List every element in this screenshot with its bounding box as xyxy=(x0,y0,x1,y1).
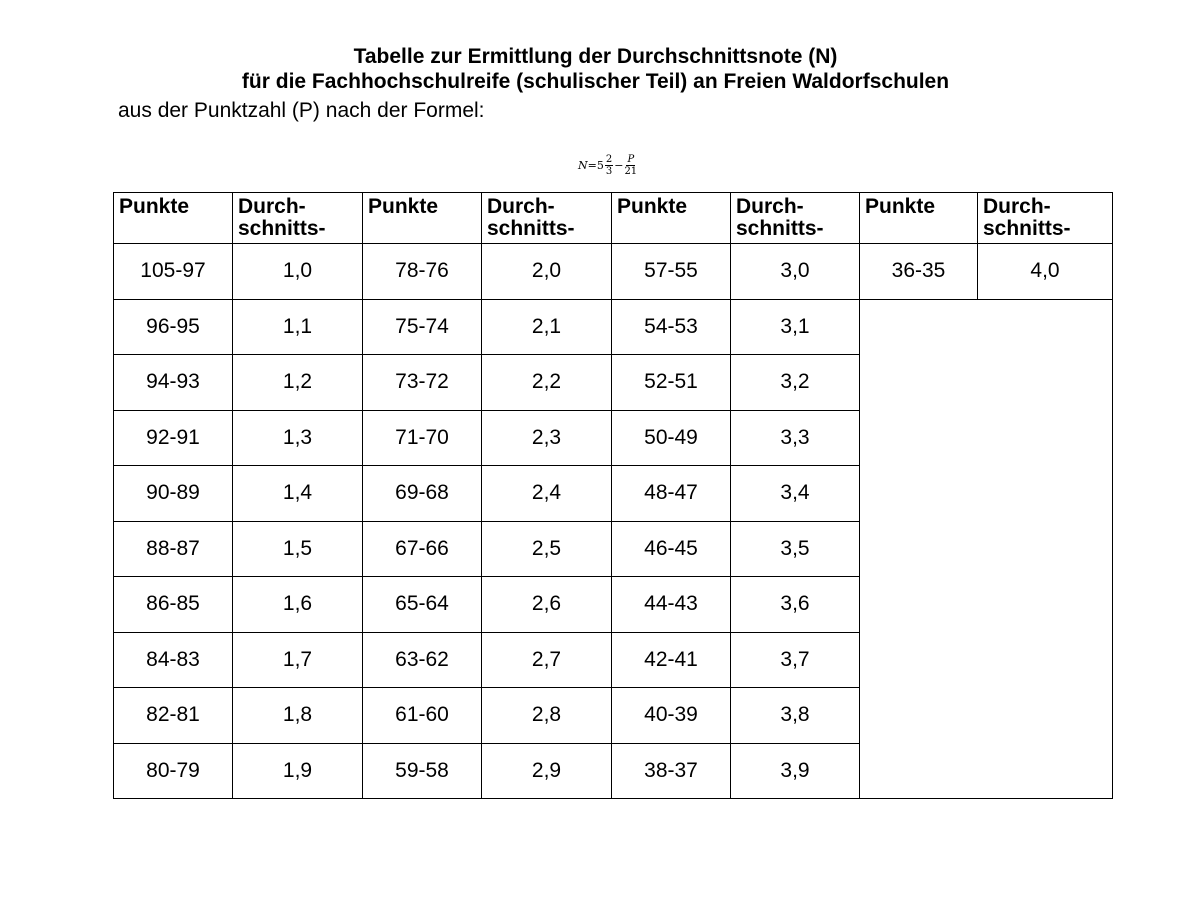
note-cell: 3,5 xyxy=(731,521,860,577)
header-durchschnitt xyxy=(978,193,1113,244)
punkte-cell: 86-85 xyxy=(114,577,233,633)
header-row xyxy=(114,193,1113,244)
punkte-cell: 84-83 xyxy=(114,632,233,688)
note-cell: 2,6 xyxy=(482,577,612,633)
note-cell: 2,1 xyxy=(482,299,612,355)
note-cell: 3,8 xyxy=(731,688,860,744)
punkte-cell: 36-35 xyxy=(860,244,978,300)
note-cell: 3,4 xyxy=(731,466,860,522)
punkte-cell: 48-47 xyxy=(612,466,731,522)
formula-minus: − xyxy=(614,158,624,172)
punkte-cell: 96-95 xyxy=(114,299,233,355)
note-cell: 2,8 xyxy=(482,688,612,744)
note-cell: 1,0 xyxy=(233,244,363,300)
grade-table xyxy=(113,192,1113,799)
note-cell: 3,6 xyxy=(731,577,860,633)
header-punkte: Punkte xyxy=(114,193,233,244)
punkte-cell: 46-45 xyxy=(612,521,731,577)
punkte-cell: 75-74 xyxy=(363,299,482,355)
formula-fraction-1-numerator: 2 xyxy=(605,154,613,165)
note-cell: 2,9 xyxy=(482,743,612,799)
note-cell: 2,2 xyxy=(482,355,612,411)
empty-area xyxy=(860,299,1113,799)
note-cell: 3,9 xyxy=(731,743,860,799)
document-title-line-1: Tabelle zur Ermittlung der Durchschnittsnote (N) xyxy=(353,45,838,68)
punkte-cell: 88-87 xyxy=(114,521,233,577)
punkte-cell: 61-60 xyxy=(363,688,482,744)
header-durchschnitt xyxy=(233,193,363,244)
header-durch: Durch- xyxy=(983,195,1051,218)
note-cell: 1,6 xyxy=(233,577,363,633)
note-cell: 1,7 xyxy=(233,632,363,688)
punkte-cell: 38-37 xyxy=(612,743,731,799)
punkte-cell: 59-58 xyxy=(363,743,482,799)
punkte-cell: 82-81 xyxy=(114,688,233,744)
punkte-cell: 57-55 xyxy=(612,244,731,300)
note-cell: 3,3 xyxy=(731,410,860,466)
note-cell: 2,7 xyxy=(482,632,612,688)
formula-fraction-1 xyxy=(605,154,613,177)
formula-fraction-2-denominator: 21 xyxy=(624,166,638,177)
intro-text: aus der Punktzahl (P) nach der Formel: xyxy=(118,99,485,122)
punkte-cell: 44-43 xyxy=(612,577,731,633)
formula-fraction-1-denominator: 3 xyxy=(605,166,613,177)
note-cell: 1,8 xyxy=(233,688,363,744)
note-cell: 1,4 xyxy=(233,466,363,522)
note-cell: 1,9 xyxy=(233,743,363,799)
note-cell: 2,0 xyxy=(482,244,612,300)
formula-fraction-2 xyxy=(624,154,637,177)
formula xyxy=(578,154,638,177)
punkte-cell: 90-89 xyxy=(114,466,233,522)
punkte-cell: 50-49 xyxy=(612,410,731,466)
header-schnitts: schnitts- xyxy=(238,217,326,240)
punkte-cell: 105-97 xyxy=(114,244,233,300)
note-cell: 3,7 xyxy=(731,632,860,688)
punkte-cell: 67-66 xyxy=(363,521,482,577)
punkte-cell: 71-70 xyxy=(363,410,482,466)
note-cell: 2,5 xyxy=(482,521,612,577)
note-cell: 2,3 xyxy=(482,410,612,466)
punkte-cell: 40-39 xyxy=(612,688,731,744)
header-durch: Durch- xyxy=(736,195,804,218)
table-row xyxy=(114,299,1113,355)
punkte-cell: 63-62 xyxy=(363,632,482,688)
header-punkte: Punkte xyxy=(860,193,978,244)
header-schnitts: schnitts- xyxy=(487,217,575,240)
document-title-line-2: für die Fachhochschulreife (schulischer Teil) an Freien Waldorfschulen xyxy=(241,70,950,93)
formula-whole: 5 xyxy=(596,158,604,172)
note-cell: 2,4 xyxy=(482,466,612,522)
header-punkte: Punkte xyxy=(612,193,731,244)
note-cell: 1,3 xyxy=(233,410,363,466)
table-row xyxy=(114,244,1113,300)
punkte-cell: 80-79 xyxy=(114,743,233,799)
note-cell: 1,2 xyxy=(233,355,363,411)
punkte-cell: 52-51 xyxy=(612,355,731,411)
formula-equals: = xyxy=(587,158,597,172)
punkte-cell: 42-41 xyxy=(612,632,731,688)
header-durchschnitt xyxy=(482,193,612,244)
note-cell: 3,0 xyxy=(731,244,860,300)
punkte-cell: 54-53 xyxy=(612,299,731,355)
punkte-cell: 69-68 xyxy=(363,466,482,522)
note-cell: 4,0 xyxy=(978,244,1113,300)
punkte-cell: 73-72 xyxy=(363,355,482,411)
formula-fraction-2-numerator: P xyxy=(627,154,635,165)
header-schnitts: schnitts- xyxy=(736,217,824,240)
note-cell: 3,1 xyxy=(731,299,860,355)
punkte-cell: 65-64 xyxy=(363,577,482,633)
note-cell: 1,1 xyxy=(233,299,363,355)
header-schnitts: schnitts- xyxy=(983,217,1071,240)
header-punkte: Punkte xyxy=(363,193,482,244)
header-durchschnitt xyxy=(731,193,860,244)
header-durch: Durch- xyxy=(238,195,306,218)
header-durch: Durch- xyxy=(487,195,555,218)
punkte-cell: 94-93 xyxy=(114,355,233,411)
note-cell: 3,2 xyxy=(731,355,860,411)
punkte-cell: 78-76 xyxy=(363,244,482,300)
formula-n: N xyxy=(578,158,588,172)
punkte-cell: 92-91 xyxy=(114,410,233,466)
note-cell: 1,5 xyxy=(233,521,363,577)
